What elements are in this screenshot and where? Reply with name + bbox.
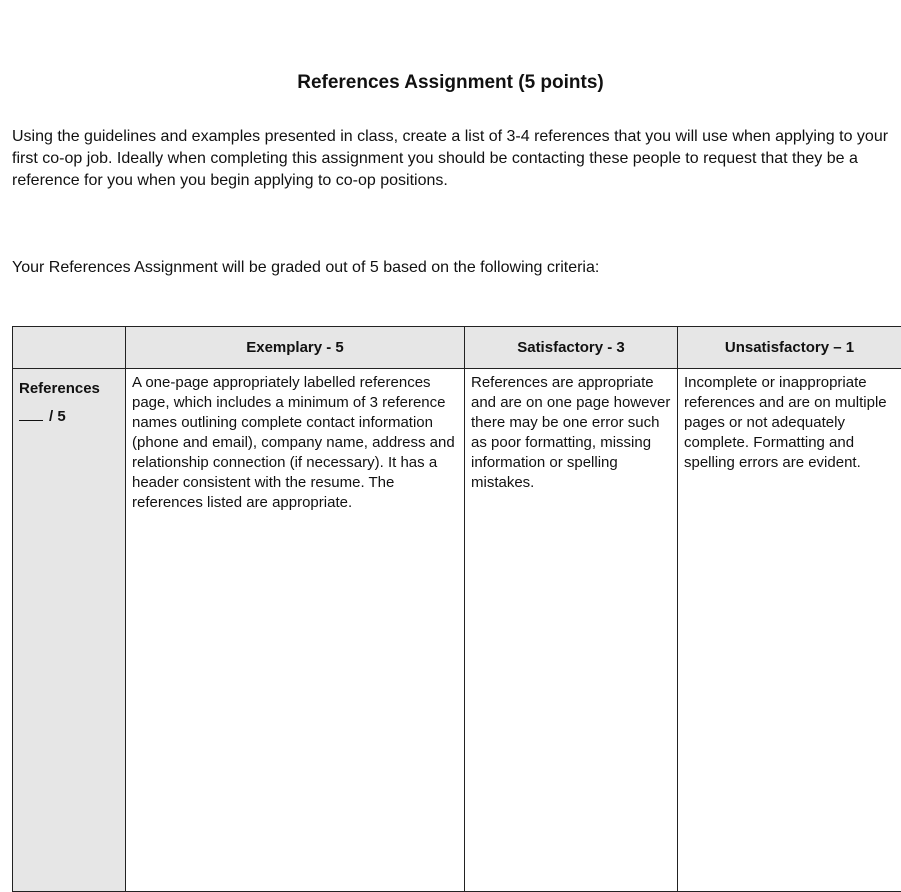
rubric-header-row: [13, 327, 901, 369]
score-total: / 5: [49, 408, 66, 425]
rubric-row-label: References: [19, 380, 100, 397]
score-line: [19, 407, 119, 427]
intro-paragraph: Using the guidelines and examples presented in class, create a list of 3-4 references that you will use when applying to your first co-op job. Ideally when completing this assignment you should be contacting these people to request that they be a reference for you when you begin applying to co-op positions.: [12, 128, 889, 189]
rubric-cell-satisfactory: References are appropriate and are on one page however there may be one error such as poor formatting, missing information or spelling mistakes.: [465, 369, 678, 892]
rubric-cell-unsatisfactory: Incomplete or inappropriate references and are on multiple pages or not adequately complete. Formatting and spelling errors are evident.: [678, 369, 901, 892]
rubric-header-unsatisfactory: Unsatisfactory – 1: [678, 327, 901, 369]
rubric-row-label-cell: [13, 369, 126, 892]
rubric-header-criteria: [13, 327, 126, 369]
rubric-row-references: [13, 369, 901, 892]
score-blank: [19, 420, 43, 421]
grading-note: Your References Assignment will be graded out of 5 based on the following criteria:: [12, 259, 600, 276]
rubric-table: [12, 326, 901, 892]
rubric-header-exemplary: Exemplary - 5: [126, 327, 465, 369]
rubric-cell-exemplary: A one-page appropriately labelled references page, which includes a minimum of 3 reference names outlining complete contact information (phone and email), company name, address and relationship connection (if necessary). It has a header consistent with the resume. The references listed are appropriate.: [126, 369, 465, 892]
document-title: References Assignment (5 points): [297, 72, 604, 93]
rubric-header-satisfactory: Satisfactory - 3: [465, 327, 678, 369]
